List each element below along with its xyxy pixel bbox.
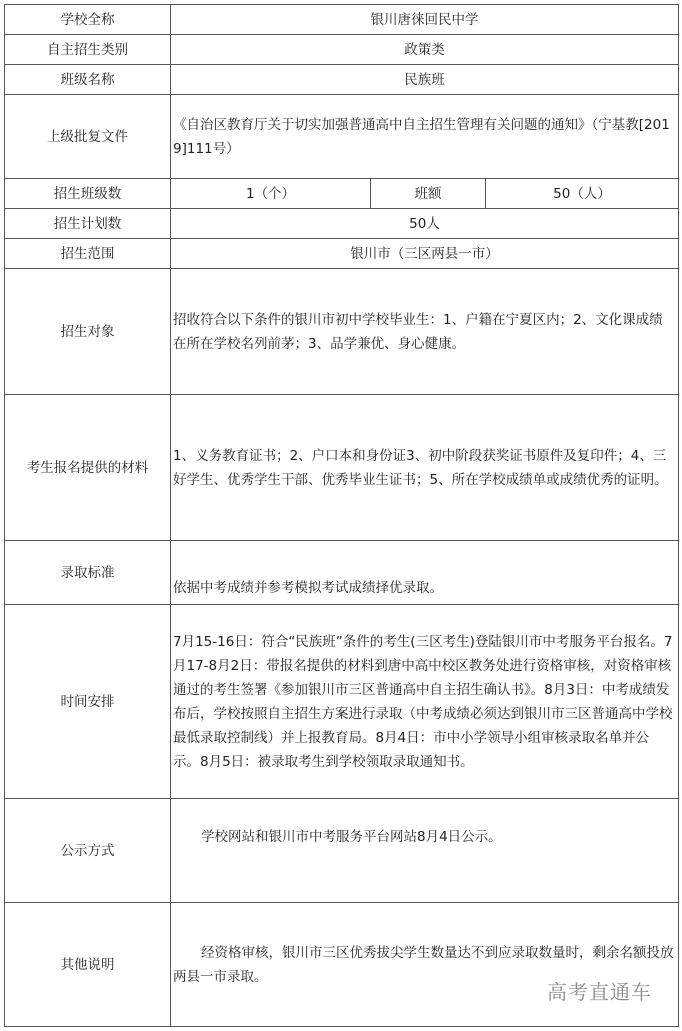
criteria-value: 依据中考成绩并参考模拟考试成绩择优录取。 <box>171 541 679 605</box>
category-label: 自主招生类别 <box>5 35 171 65</box>
materials-value: 1、义务教育证书；2、户口本和身份证3、初中阶段获奖证书原件及复印件；4、三好学生、优秀学生干部、优秀毕业生证书；5、所在学校成绩单或成绩优秀的证明。 <box>171 395 679 541</box>
admission-info-table <box>4 4 679 1027</box>
row-scope <box>5 239 679 269</box>
target-value: 招收符合以下条件的银川市初中学校毕业生：1、户籍在宁夏区内；2、文化课成绩在所在学校名列前茅；3、品学兼优、身心健康。 <box>171 269 679 395</box>
row-class-name <box>5 65 679 95</box>
row-criteria <box>5 541 679 605</box>
category-value: 政策类 <box>171 35 679 65</box>
other-label: 其他说明 <box>5 903 171 1027</box>
publicity-value: 学校网站和银川市中考服务平台网站8月4日公示。 <box>171 799 679 903</box>
approval-doc-label: 上级批复文件 <box>5 95 171 179</box>
row-materials <box>5 395 679 541</box>
row-class-count <box>5 179 679 209</box>
school-name-value: 银川唐徕回民中学 <box>171 5 679 35</box>
approval-doc-value: 《自治区教育厅关于切实加强普通高中自主招生管理有关问题的通知》（宁基教[2019]111号） <box>171 95 679 179</box>
class-name-label: 班级名称 <box>5 65 171 95</box>
plan-value: 50人 <box>171 209 679 239</box>
row-approval-doc <box>5 95 679 179</box>
other-value: 经资格审核，银川市三区优秀拔尖学生数量达不到应录取数量时，剩余名额投放两县一市录取。 <box>171 903 679 1027</box>
row-school-name <box>5 5 679 35</box>
criteria-label: 录取标准 <box>5 541 171 605</box>
publicity-label: 公示方式 <box>5 799 171 903</box>
class-quota-label: 班额 <box>371 179 486 209</box>
class-name-value: 民族班 <box>171 65 679 95</box>
schedule-label: 时间安排 <box>5 605 171 799</box>
class-quota-value: 50（人） <box>486 179 679 209</box>
class-count-label: 招生班级数 <box>5 179 171 209</box>
row-other <box>5 903 679 1027</box>
schedule-value: 7月15-16日：符合“民族班”条件的考生(三区考生)登陆银川市中考服务平台报名。7月17-8月2日：带报名提供的材料到唐中高中校区教务处进行资格审核，对资格审核通过的考生签署《参加银川市三区普通高中自主招生确认书》。8月3日：中考成绩发布后，学校按照自主招生方案进行录取（中考成绩必须达到银川市三区普通高中学校最低录取控制线）并上报教育局。8月4日：市中小学领导小组审核录取名单并公示。8月5日：被录取考生到学校领取录取通知书。 <box>171 605 679 799</box>
target-label: 招生对象 <box>5 269 171 395</box>
row-publicity <box>5 799 679 903</box>
class-count-value: 1（个） <box>171 179 371 209</box>
materials-label: 考生报名提供的材料 <box>5 395 171 541</box>
row-schedule <box>5 605 679 799</box>
scope-label: 招生范围 <box>5 239 171 269</box>
row-category <box>5 35 679 65</box>
scope-value: 银川市（三区两县一市） <box>171 239 679 269</box>
row-target <box>5 269 679 395</box>
row-plan <box>5 209 679 239</box>
plan-label: 招生计划数 <box>5 209 171 239</box>
school-name-label: 学校全称 <box>5 5 171 35</box>
watermark-logo: 高考直通车 <box>547 980 652 1004</box>
